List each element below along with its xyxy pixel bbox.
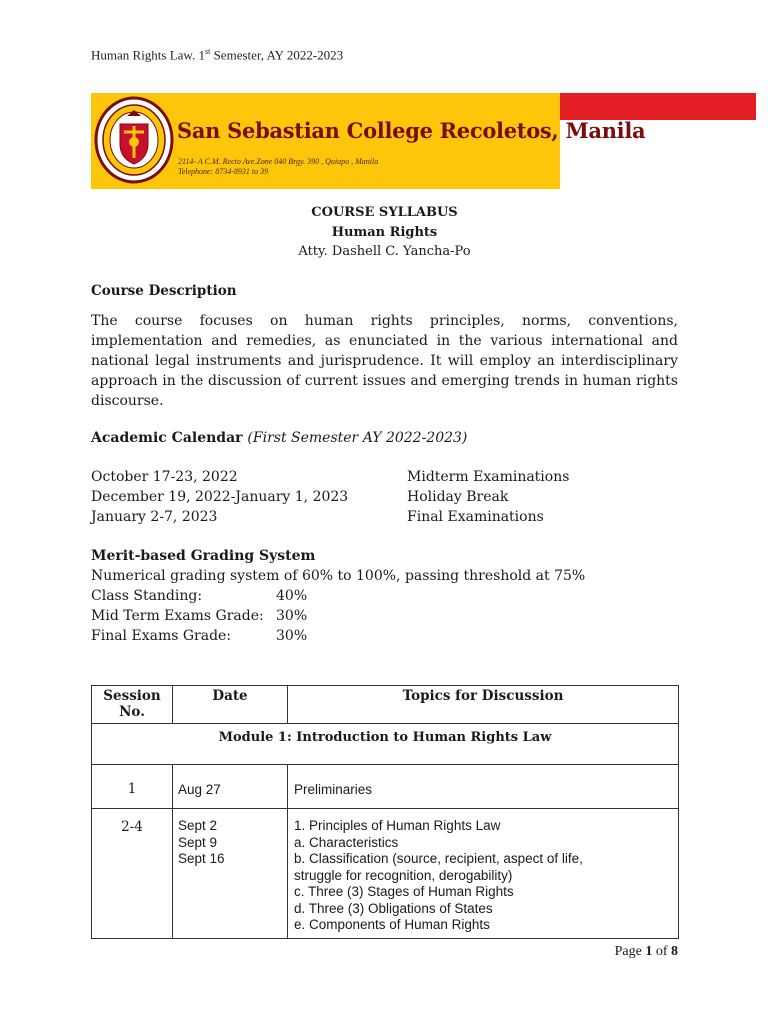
course-description-heading: Course Description bbox=[91, 283, 237, 299]
module-row bbox=[92, 724, 679, 765]
college-name: San Sebastian College Recoletos, Manila bbox=[177, 118, 646, 143]
session-number: 2-4 bbox=[92, 809, 173, 939]
college-address: 2114- A C.M. Recto Ave.Zone 040 Brgy. 390 , Quiapo , Manila Telephone: 8734-8931 to 39 bbox=[178, 157, 379, 176]
session-topic: Preliminaries bbox=[288, 765, 679, 809]
header-session: Session No. bbox=[92, 686, 173, 724]
header-topics: Topics for Discussion bbox=[288, 686, 679, 724]
running-header: Human Rights Law. 1st Semester, AY 2022-2023 bbox=[91, 47, 344, 63]
calendar-row: January 2-7, 2023 Final Examinations bbox=[91, 509, 544, 525]
session-date: Aug 27 bbox=[173, 765, 288, 809]
course-name: Human Rights bbox=[331, 225, 438, 240]
grading-heading: Merit-based Grading System bbox=[91, 548, 316, 564]
session-number: 1 bbox=[92, 765, 173, 809]
academic-calendar-heading: Academic Calendar (First Semester AY 2022-2023) bbox=[91, 430, 468, 446]
course-description-text: The course focuses on human rights principles, norms, conventions, implementation and remedies, as enunciated in the various international and national legal instruments and jurisprudence. It will employ an interdisciplinary approach in the discussion of current issues and emerging trends in human rights discourse. bbox=[91, 313, 678, 409]
grading-item: Class Standing: 40% bbox=[91, 588, 308, 604]
instructor-name: Atty. Dashell C. Yancha-Po bbox=[298, 244, 471, 259]
header-date: Date bbox=[173, 686, 288, 724]
grading-intro: Numerical grading system of 60% to 100%, passing threshold at 75% bbox=[91, 568, 586, 584]
module-title: Module 1: Introduction to Human Rights Law bbox=[92, 724, 679, 765]
table-row bbox=[92, 765, 679, 809]
session-topics: 1. Principles of Human Rights Law a. Characteristics b. Classification (source, recipient, aspect of life, struggle for recognition, derogability) c. Three (3) Stages of Human Rights d. Three (3) Obligations of States e. Components of Human Rights bbox=[288, 809, 679, 939]
banner-red-stripe bbox=[560, 93, 756, 120]
page-footer: Page 1 of 8 bbox=[614, 944, 678, 959]
table-row bbox=[92, 809, 679, 939]
schedule-table bbox=[91, 685, 679, 939]
calendar-row: December 19, 2022-January 1, 2023 Holiday Break bbox=[91, 489, 509, 505]
calendar-row: October 17-23, 2022 Midterm Examinations bbox=[91, 469, 570, 485]
session-dates: Sept 2 Sept 9 Sept 16 bbox=[173, 809, 288, 939]
syllabus-title: COURSE SYLLABUS bbox=[311, 205, 458, 220]
grading-item: Mid Term Exams Grade: 30% bbox=[91, 608, 308, 624]
table-header-row bbox=[92, 686, 679, 724]
college-seal-icon bbox=[94, 96, 174, 184]
grading-item: Final Exams Grade: 30% bbox=[91, 628, 308, 644]
